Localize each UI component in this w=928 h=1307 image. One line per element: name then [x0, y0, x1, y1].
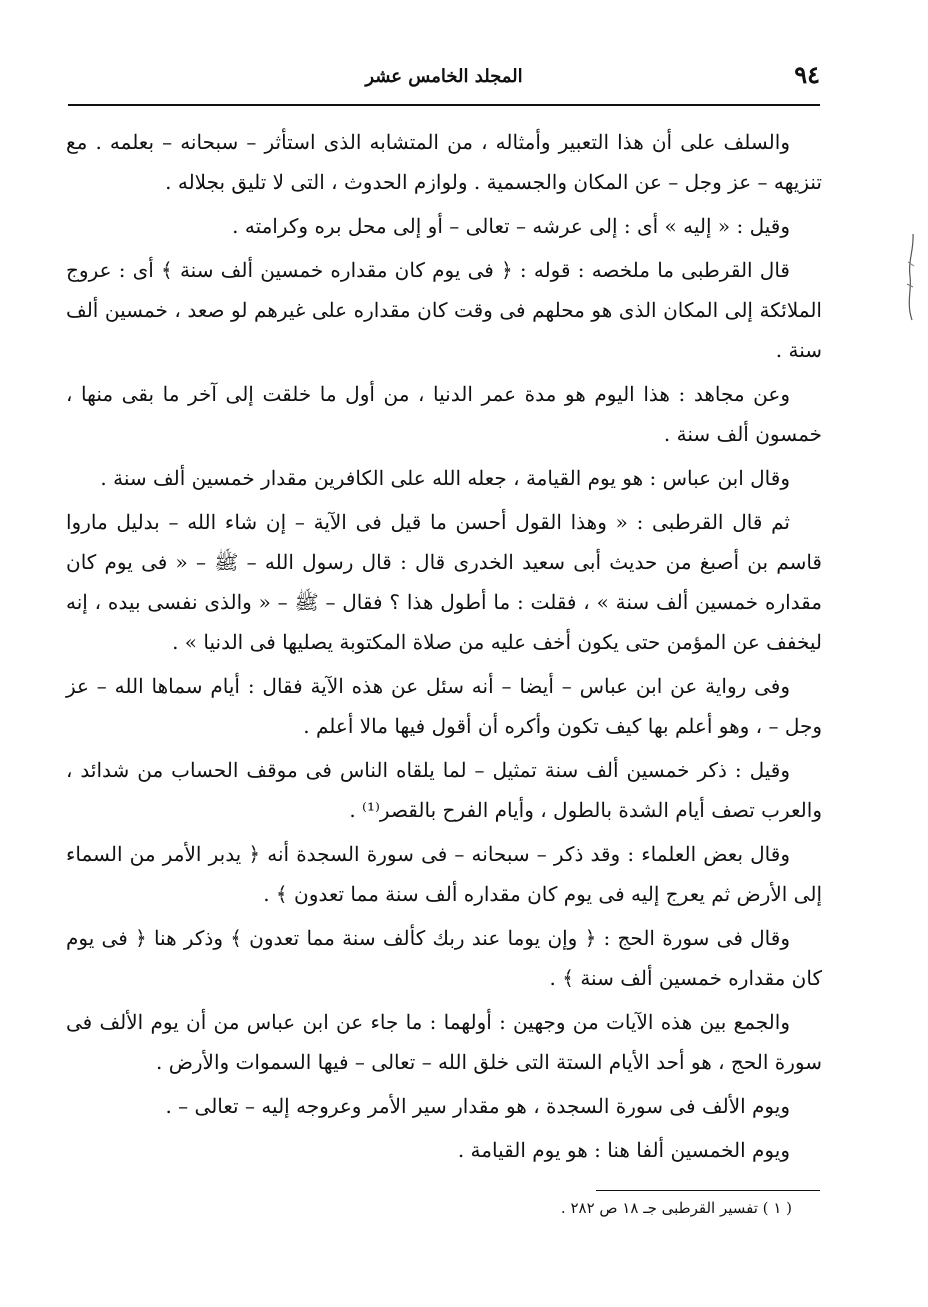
paragraph: وعن مجاهد : هذا اليوم هو مدة عمر الدنيا ، من أول ما خلقت إلى آخر ما بقى منها ، خمسون ألف سنة . [66, 382, 822, 446]
body-text [66, 122, 822, 1174]
paragraph: وقال ابن عباس : هو يوم القيامة ، جعله الله على الكافرين مقدار خمسين ألف سنة . [100, 466, 790, 490]
paragraph: وقال بعض العلماء : وقد ذكر – سبحانه – فى سورة السجدة أنه ﴿ يدبر الأمر من السماء إلى الأرض ثم يعرج إليه فى يوم كان مقداره ألف سنة مما تعدون ﴾ . [66, 842, 822, 906]
page-header [68, 58, 820, 104]
footnote: ( ١ ) تفسير القرطبى جـ ١٨ ص ٢٨٢ . [560, 1199, 792, 1217]
paragraph: والجمع بين هذه الآيات من وجهين : أولهما : ما جاء عن ابن عباس من أن يوم الألف فى سورة الحج ، هو أحد الأيام الستة التى خلق الله – تعالى – فيها السموات والأرض . [66, 1010, 822, 1074]
paragraph: وقيل : « إليه » أى : إلى عرشه – تعالى – أو إلى محل بره وكرامته . [232, 214, 790, 238]
paragraph: وقيل : ذكر خمسين ألف سنة تمثيل – لما يلقاه الناس فى موقف الحساب من شدائد ، والعرب تصف أيام الشدة بالطول ، وأيام الفرح بالقصر⁽¹⁾ . [66, 758, 822, 822]
paragraph: وفى رواية عن ابن عباس – أيضا – أنه سئل عن هذه الآية فقال : أيام سماها الله – عز وجل – ، وهو أعلم بها كيف تكون وأكره أن أقول فيها مالا أعلم . [66, 674, 822, 738]
paragraph: قال القرطبى ما ملخصه : قوله : ﴿ فى يوم كان مقداره خمسين ألف سنة ﴾ أى : عروج الملائكة إلى المكان الذى هو محلهم فى وقت كان مقداره على غيرهم لو صعد ، خمسين ألف سنة . [66, 258, 822, 362]
footnote-rule [596, 1190, 820, 1191]
paragraph: والسلف على أن هذا التعبير وأمثاله ، من المتشابه الذى استأثر – سبحانه – بعلمه . مع تنزيهه – عز وجل – عن المكان والجسمية . ولوازم الحدوث ، التى لا تليق بجلاله . [66, 130, 822, 194]
paragraph: وقال فى سورة الحج : ﴿ وإن يوما عند ربك كألف سنة مما تعدون ﴾ وذكر هنا ﴿ فى يوم كان مقداره خمسين ألف سنة ﴾ . [66, 926, 822, 990]
paragraph: ثم قال القرطبى : « وهذا القول أحسن ما قيل فى الآية – إن شاء الله – بدليل ماروا قاسم بن أصبغ من حديث أبى سعيد الخدرى قال : قال رسول الله – ﷺ – « فى يوم كان مقداره خمسين ألف سنة » ، فقلت : ما أطول هذا ؟ فقال – ﷺ – « والذى نفسى بيده ، إنه ليخفف عن المؤمن حتى يكون أخف عليه من صلاة المكتوبة يصليها فى الدنيا » . [66, 510, 822, 654]
margin-mark-icon [904, 232, 918, 322]
running-title: المجلد الخامس عشر [365, 66, 523, 87]
page-number: ٩٤ [794, 60, 820, 89]
header-rule [68, 104, 820, 106]
paragraph: ويوم الألف فى سورة السجدة ، هو مقدار سير الأمر وعروجه إليه – تعالى – . [165, 1094, 790, 1118]
paragraph: ويوم الخمسين ألفا هنا : هو يوم القيامة . [457, 1138, 790, 1162]
